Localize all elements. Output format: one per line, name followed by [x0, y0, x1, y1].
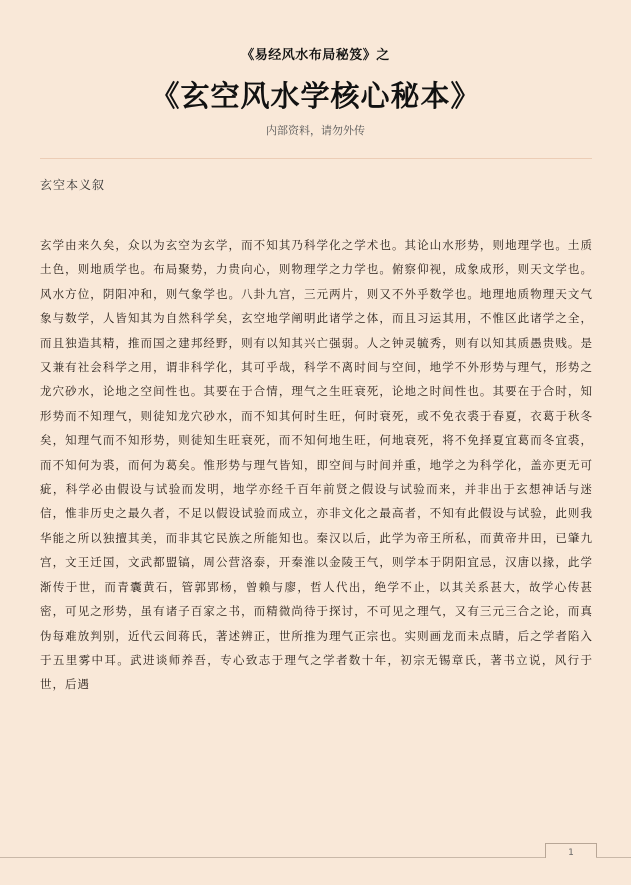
page-number: 1: [568, 848, 574, 858]
page-title: 《玄空风水学核心秘本》: [150, 79, 481, 113]
footer-divider-left: [0, 857, 545, 858]
subtitle: 内部资料，请勿外传: [266, 124, 365, 137]
footer-divider-right: [596, 857, 631, 858]
series-title: 《易经风水布局秘笈》之: [241, 48, 390, 63]
body-paragraph: 玄学由来久矣，众以为玄空为玄学，而不知其乃科学化之学术也。其论山水形势，则地理学也。土质土色，则地质学也。布局聚势，力贵向心，则物理学之力学也。俯察仰视，成象成形，则天文学也。风水方位，阴阳冲和，则气象学也。八卦九宫，三元两片，则又不外乎数学也。地理地质物理天文气象与数学，人皆知其为自然科学矣，玄空地学阐明此诸学之体，而且习运其用，不惟区此诸学之全，而且独造其精，推而国之建邦经野，则有以知其兴亡强弱。人之钟灵毓秀，则有以知其质愚贵贱。是又兼有社会科学之用，谓非科学化，其可乎哉，科学不离时间与空间，地学不外形势与理气，形势之龙穴砂水，论地之空间性也。其要在于合情，理气之生旺衰死，论地之时间性也。其要在于合时，知形势而不知理气，则徒知龙穴砂水，而不知其何时生旺，何时衰死，或不免衣裘于春夏，衣葛于秋冬矣，知理气而不知形势，则徒知生旺衰死，而不知何地生旺，何地衰死，将不免择夏宜葛而冬宜裘，而不知何为裘，而何为葛矣。惟形势与理气皆知，即空间与时间并重，地学之为科学化，盖亦更无可疵，科学必由假设与试验而发明，地学亦经千百年前贤之假设与试验而来，并非出于玄想神话与迷信，惟非历史之最久者，不足以假设试验而成立，亦非文化之最高者，不知有此假设与试验，此则我华能之所以独擅其美，而非其它民族之所能知也。秦汉以后，此学为帝王所私，而黄帝井田，已肇九宫，文王迁国，文武都盟镐，周公营洛泰，开秦淮以金陵王气，则学本于阴阳宜忌，汉唐以掾，此学渐传于世，而青囊黄石，管郭郢杨，曾赖与廖，哲人代出，绝学不止，以其关系甚大，故学心传甚密，可见之形势，虽有诸子百家之书，而精微尚待于探讨，不可见之理气，又有三元三合之论，而真伪每难放判别，近代云间蒋氏，著述辨正，世所推为理气正宗也。实则画龙而未点睛，后之学者陷入于五里雾中耳。武进谈师养吾，专心致志于理气之学者数十年，初宗无锡章氏，著书立说，风行于世，后遇: [40, 238, 593, 692]
header-divider: [40, 158, 592, 159]
section-heading: 玄空本义叙: [40, 178, 106, 192]
